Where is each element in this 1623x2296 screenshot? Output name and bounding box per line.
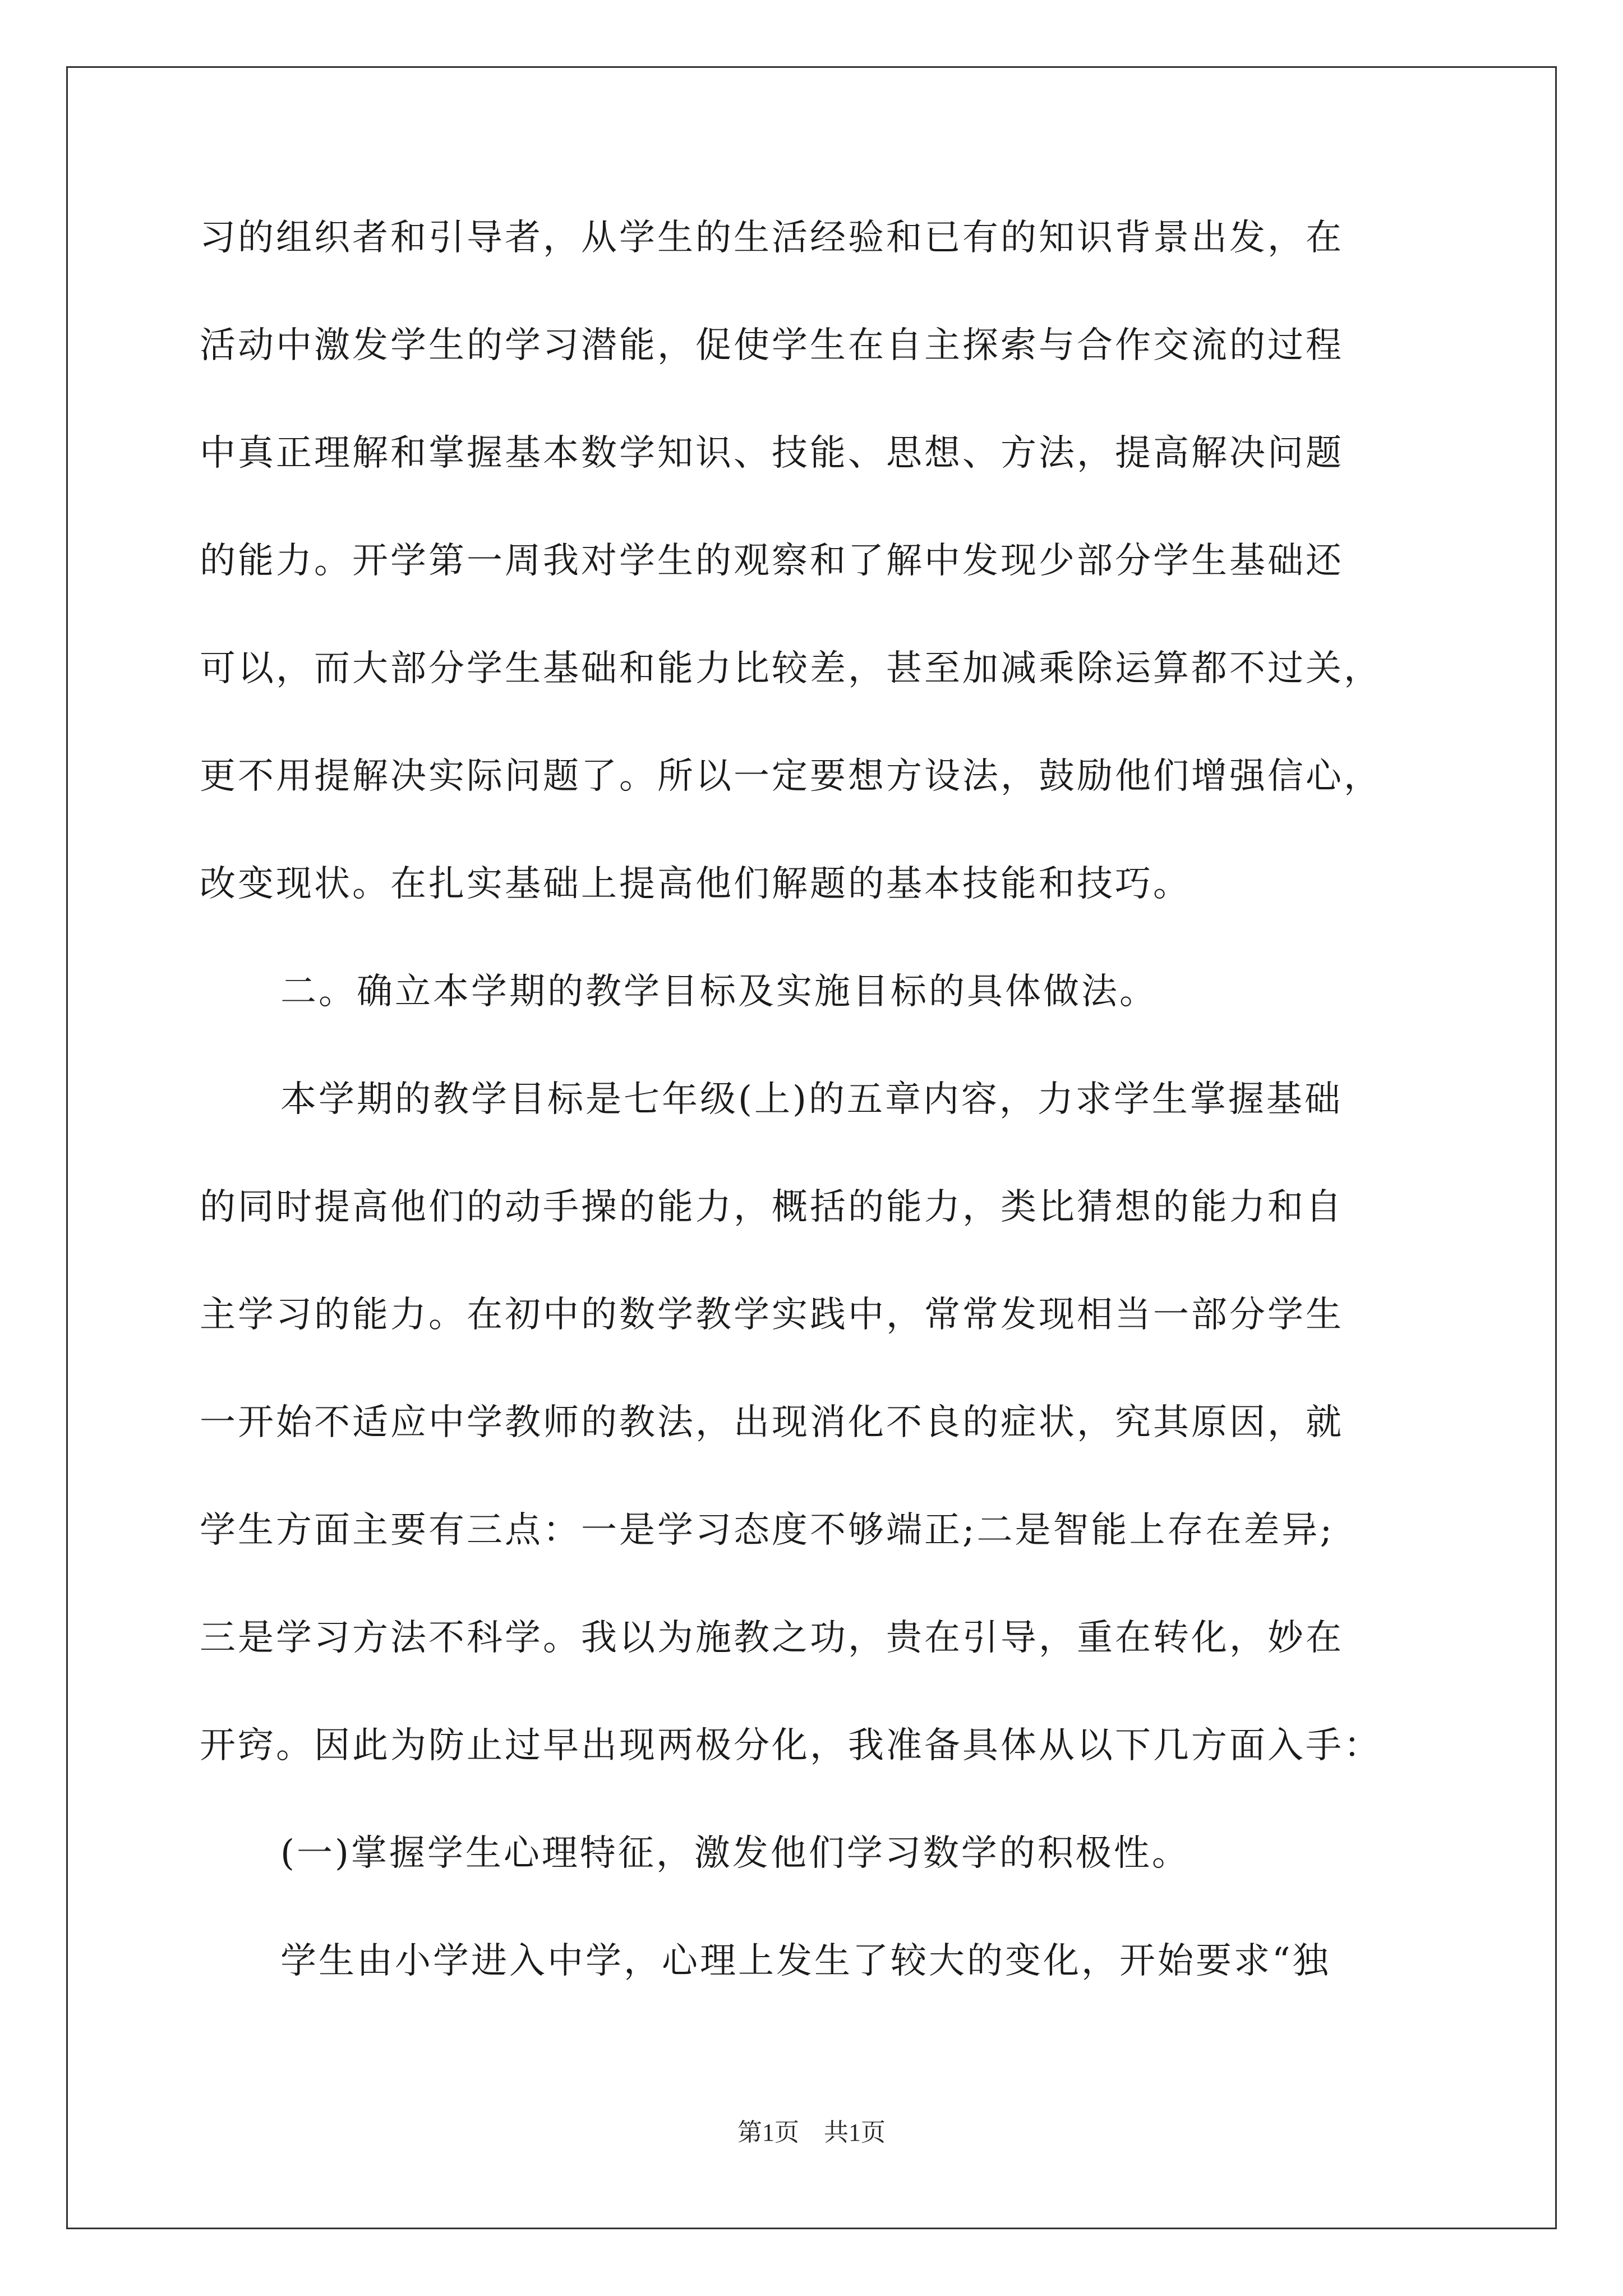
body-line: 主学习的能力。在初中的数学教学实践中，常常发现相当一部分学生 (200, 1294, 1344, 1336)
page-footer: 第1页 共1页 (737, 2119, 886, 2146)
subsection-heading: (一)掌握学生心理特征，激发他们学习数学的积极性。 (280, 1833, 1190, 1874)
body-line: 三是学习方法不科学。我以为施教之功，贵在引导，重在转化，妙在 (200, 1617, 1344, 1659)
body-line: 活动中激发学生的学习潜能，促使学生在自主探索与合作交流的过程 (200, 325, 1344, 366)
body-line: 的同时提高他们的动手操的能力，概括的能力，类比猜想的能力和自 (200, 1186, 1344, 1228)
paragraph-start-line: 本学期的教学目标是七年级(上)的五章内容，力求学生掌握基础 (280, 1079, 1343, 1120)
section-heading: 二。确立本学期的教学目标及实施目标的具体做法。 (280, 971, 1158, 1013)
body-line: 学生方面主要有三点：一是学习态度不够端正;二是智能上存在差异; (200, 1510, 1335, 1551)
body-line: 中真正理解和掌握基本数学知识、技能、思想、方法，提高解决问题 (200, 432, 1344, 474)
body-line: 可以，而大部分学生基础和能力比较差，甚至加减乘除运算都不过关， (200, 648, 1382, 689)
body-line: 改变现状。在扎实基础上提高他们解题的基本技能和技巧。 (200, 863, 1191, 905)
body-line: 习的组织者和引导者，从学生的生活经验和已有的知识背景出发，在 (200, 217, 1344, 259)
body-line: 开窍。因此为防止过早出现两极分化，我准备具体从以下几方面入手： (200, 1725, 1382, 1766)
paragraph-start-line: 学生由小学进入中学，心理上发生了较大的变化，开始要求“独 (280, 1940, 1331, 1982)
document-body (200, 217, 1433, 2051)
body-line: 一开始不适应中学教师的教法，出现消化不良的症状，究其原因，就 (200, 1402, 1344, 1443)
body-line: 的能力。开学第一周我对学生的观察和了解中发现少部分学生基础还 (200, 540, 1344, 582)
body-line: 更不用提解决实际问题了。所以一定要想方设法，鼓励他们增强信心， (200, 756, 1382, 797)
